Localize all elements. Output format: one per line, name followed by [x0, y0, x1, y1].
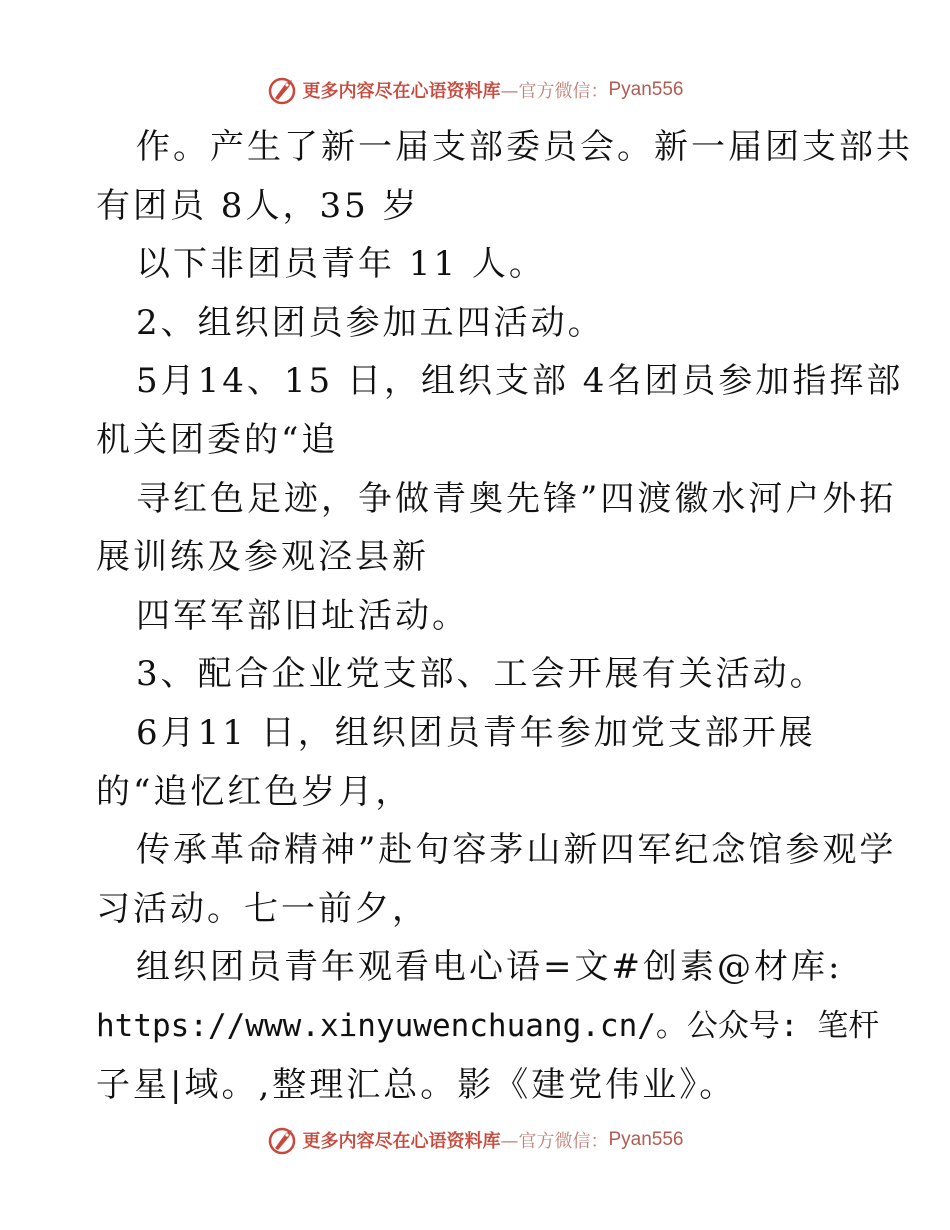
watermark-separator-text: —官方微信： — [500, 1131, 609, 1152]
watermark-separator-text: —官方微信： — [500, 81, 609, 102]
text-line: 四军军部旧址活动。 — [136, 595, 469, 636]
text-line: 习活动。七一前夕， — [96, 888, 429, 929]
text-line: 6月11 日，组织团员青年参加党支部开展 — [136, 712, 816, 753]
text-line: 作。产生了新一届支部委员会。新一届团支部共 — [136, 127, 913, 167]
text-line: 寻红色足迹，争做青奥先锋”四渡徽水河户外拓 — [136, 478, 897, 519]
watermark-wechat-id: Pyan556 — [608, 1129, 684, 1150]
text-line: 展训练及参观泾县新 — [96, 537, 429, 578]
header-watermark — [0, 70, 950, 110]
text-line: 组织团员青年观看电心语=文#创素@材库: — [136, 947, 843, 988]
watermark-wechat-id: Pyan556 — [608, 79, 684, 100]
watermark-main-text: 更多内容尽在心语资料库 — [302, 81, 501, 102]
pen-nib-logo-icon — [266, 74, 298, 106]
text-line: 机关团委的“追 — [96, 419, 339, 460]
text-line: 5月14、15 日，组织支部 4名团员参加指挥部 — [136, 361, 904, 402]
pen-nib-logo-icon — [266, 1124, 298, 1156]
text-line: 有团员 8人，35 岁 — [96, 185, 420, 226]
text-line: 3、配合企业党支部、工会开展有关活动。 — [136, 654, 827, 695]
text-line: 2、组织团员参加五四活动。 — [136, 302, 605, 343]
text-line: 的“追忆红色岁月， — [96, 771, 413, 812]
text-line: 子星|域。,整理汇总。影《建党伟业》。 — [96, 1064, 737, 1105]
text-line-url: https://www.xinyuwenchuang.cn/。公众号: 笔杆 — [96, 1007, 880, 1044]
watermark-main-text: 更多内容尽在心语资料库 — [302, 1131, 501, 1152]
footer-watermark — [0, 1120, 950, 1160]
text-line: 传承革命精神”赴句容茅山新四军纪念馆参观学 — [136, 830, 897, 871]
document-body — [96, 118, 913, 1114]
text-line: 以下非团员青年 11 人。 — [136, 244, 546, 285]
